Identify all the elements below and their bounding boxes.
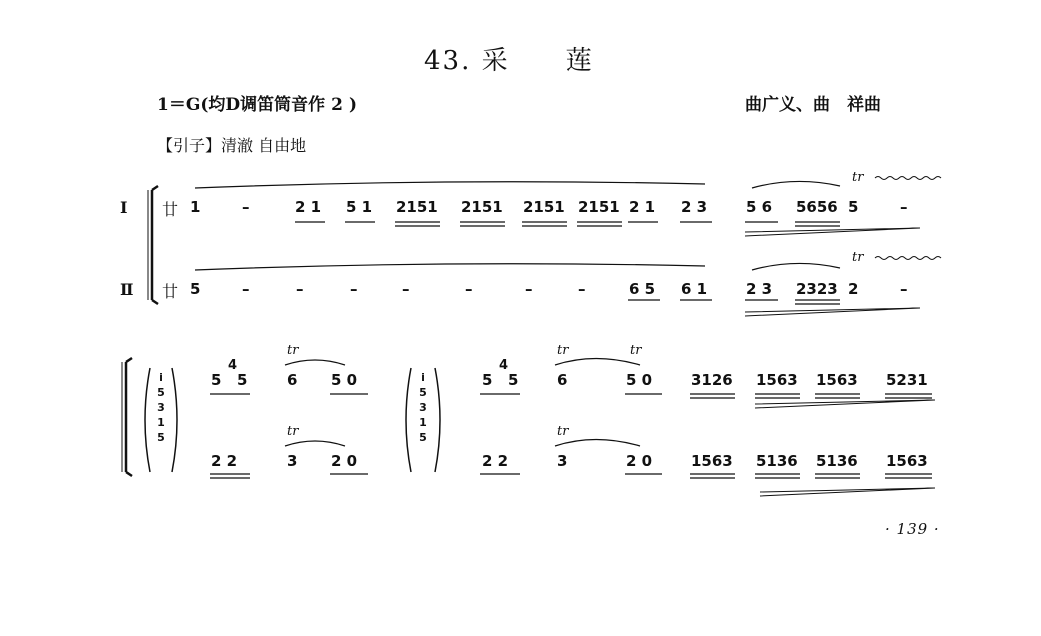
note: 5 0 bbox=[331, 371, 358, 389]
note-group: 5 bbox=[848, 198, 859, 216]
note-group: 2 2 bbox=[211, 452, 238, 470]
note-group: 5656 bbox=[796, 198, 838, 216]
note-group: 1563 bbox=[886, 452, 928, 470]
note: 3 bbox=[287, 452, 298, 470]
trill-mark: tr bbox=[287, 424, 299, 439]
note-group: 5 bbox=[190, 280, 201, 298]
note-group: 1563 bbox=[756, 371, 798, 389]
trill-mark: tr bbox=[557, 343, 569, 358]
note: 5 bbox=[508, 371, 519, 389]
note-group: – bbox=[525, 280, 533, 298]
chord-note: 1 bbox=[157, 416, 165, 429]
grace-note: 4 bbox=[228, 358, 238, 373]
note-group: – bbox=[578, 280, 586, 298]
chord-note: 3 bbox=[157, 401, 165, 414]
part-label-upper: I bbox=[120, 198, 128, 217]
note: 3 bbox=[557, 452, 568, 470]
key-text: 1＝G(均D调笛筒音作 bbox=[157, 95, 326, 115]
chord-note: 5 bbox=[419, 431, 427, 444]
note-group: 2151 bbox=[523, 198, 565, 216]
key-close: ) bbox=[348, 95, 358, 115]
note-group: 1563 bbox=[691, 452, 733, 470]
tempo-mark-upper: 廿 bbox=[162, 200, 179, 219]
chord-note: i bbox=[421, 371, 425, 384]
note-group: 2 0 bbox=[331, 452, 358, 470]
piece-title: 43. 采 莲 bbox=[424, 46, 594, 76]
note-group: 2151 bbox=[461, 198, 503, 216]
note: 5 bbox=[211, 371, 222, 389]
note-group: – bbox=[900, 198, 908, 216]
trill-mark: tr bbox=[557, 424, 569, 439]
note-group: 6 5 bbox=[629, 280, 656, 298]
note-group: 6 1 bbox=[681, 280, 708, 298]
note-group: 2 3 bbox=[681, 198, 708, 216]
chord-note: 3 bbox=[419, 401, 427, 414]
note-group: 2 3 bbox=[746, 280, 773, 298]
trill-mark: tr bbox=[630, 343, 642, 358]
note-group: 1563 bbox=[816, 371, 858, 389]
composer: 曲广义、曲 祥曲 bbox=[745, 95, 881, 115]
page-number: · 139 · bbox=[885, 520, 940, 538]
part-label-lower: Ⅱ bbox=[120, 280, 134, 299]
chord-note: 5 bbox=[419, 386, 427, 399]
trill-mark: tr bbox=[287, 343, 299, 358]
key-note: 2 bbox=[331, 95, 343, 115]
tempo-mark-lower: 廿 bbox=[162, 282, 179, 301]
note-group: 5136 bbox=[756, 452, 798, 470]
note-group: 3126 bbox=[691, 371, 733, 389]
chord-stack-mid bbox=[417, 370, 429, 445]
note-group: – bbox=[900, 280, 908, 298]
note: 5 0 bbox=[626, 371, 653, 389]
chord-stack-left bbox=[155, 370, 167, 445]
note-group: 1 bbox=[190, 198, 201, 216]
note: 5 bbox=[482, 371, 493, 389]
note-group: 2323 bbox=[796, 280, 838, 298]
chord-note: 5 bbox=[157, 386, 165, 399]
note-group: 5231 bbox=[886, 371, 928, 389]
chord-note: 1 bbox=[419, 416, 427, 429]
chord-note: i bbox=[159, 371, 163, 384]
note-group: 2 1 bbox=[295, 198, 322, 216]
note-group: – bbox=[242, 280, 250, 298]
note-group: 5136 bbox=[816, 452, 858, 470]
trill-mark: tr bbox=[852, 170, 864, 185]
note-group: – bbox=[350, 280, 358, 298]
note-group: 2 0 bbox=[626, 452, 653, 470]
note-group: – bbox=[296, 280, 304, 298]
intro-marking: 【引子】清澈 自由地 bbox=[157, 136, 307, 155]
note-group: 5 1 bbox=[346, 198, 373, 216]
note-group: – bbox=[242, 198, 250, 216]
note-group: – bbox=[402, 280, 410, 298]
note: 5 bbox=[237, 371, 248, 389]
note-group: 2151 bbox=[578, 198, 620, 216]
note: 6 bbox=[557, 371, 568, 389]
note-group: 2151 bbox=[396, 198, 438, 216]
note-group: 5 6 bbox=[746, 198, 773, 216]
note: 6 bbox=[287, 371, 298, 389]
note-group: 2 bbox=[848, 280, 859, 298]
trill-mark: tr bbox=[852, 250, 864, 265]
grace-note: 4 bbox=[499, 358, 509, 373]
note-group: 2 1 bbox=[629, 198, 656, 216]
note-group: 2 2 bbox=[482, 452, 509, 470]
chord-note: 5 bbox=[157, 431, 165, 444]
note-group: – bbox=[465, 280, 473, 298]
